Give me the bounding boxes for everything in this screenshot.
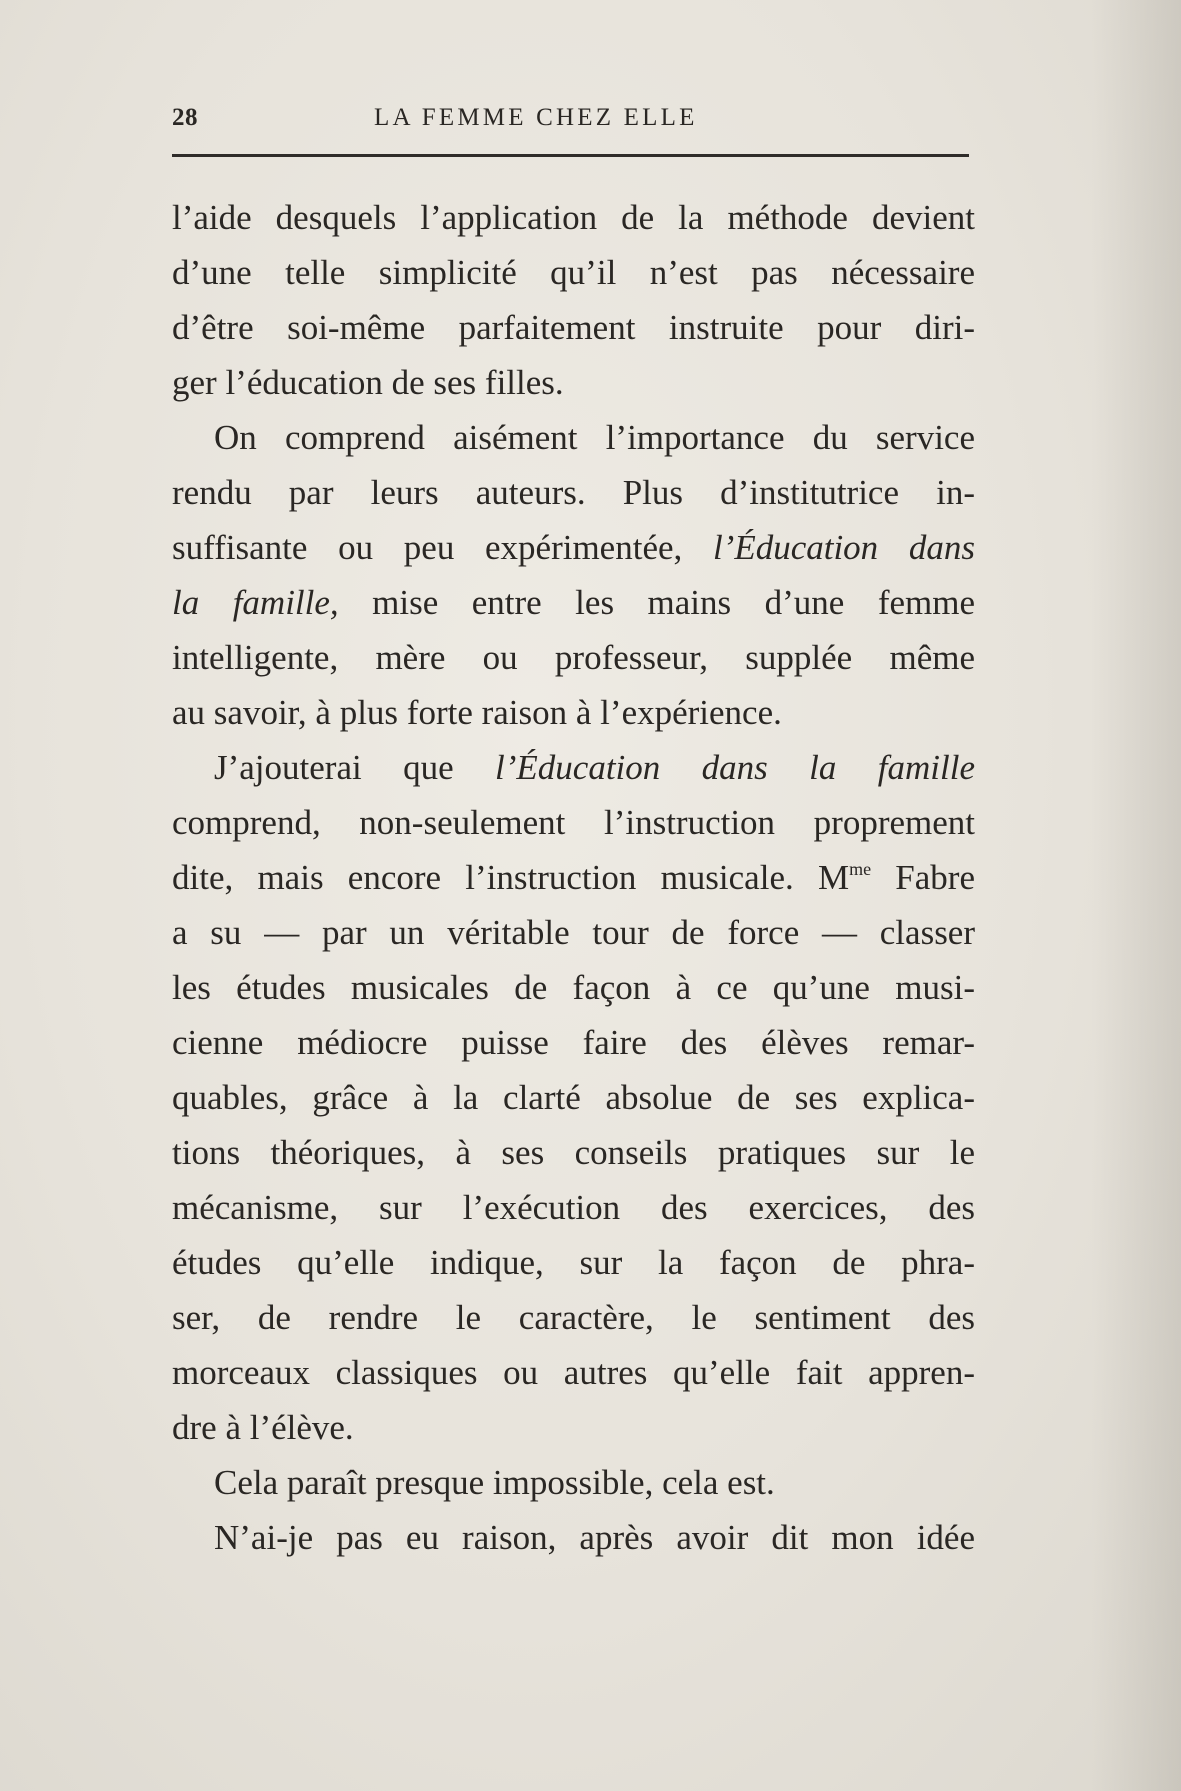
text-line: études qu’elle indique, sur la façon de phra- [172, 1243, 975, 1282]
paragraph-4 [172, 1455, 975, 1510]
running-title: LA FEMME CHEZ ELLE [374, 104, 698, 131]
text-line [172, 740, 975, 795]
text-line: quables, grâce à la clarté absolue de ses explica- [172, 1078, 975, 1117]
header-rule [172, 154, 969, 157]
paragraph-3 [172, 740, 975, 1455]
text-line: comprend, non-seulement l’instruction proprement [172, 803, 975, 842]
text-segment: mise entre les mains d’une femme [338, 583, 975, 622]
text-line: intelligente, mère ou professeur, supplée même [172, 638, 975, 677]
text-line: ser, de rendre le caractère, le sentiment des [172, 1298, 975, 1337]
text-line: ger l’éducation de ses filles. [172, 363, 564, 402]
text-segment: dite, mais encore l’instruction musicale. M [172, 858, 850, 897]
text-line: morceaux classiques ou autres qu’elle fait appren- [172, 1353, 975, 1392]
text-line: d’être soi-même parfaitement instruite pour diri- [172, 308, 975, 347]
text-line: cienne médiocre puisse faire des élèves remar- [172, 1023, 975, 1062]
text-line: Cela paraît presque impossible, cela est. [214, 1463, 775, 1502]
book-title-italic: l’Éducation dans [712, 528, 975, 567]
text-line: rendu par leurs auteurs. Plus d’institutrice in- [172, 473, 975, 512]
text-line [172, 850, 975, 905]
text-line: tions théoriques, à ses conseils pratiques sur le [172, 1133, 975, 1172]
page-number: 28 [172, 104, 198, 131]
text-line: On comprend aisément l’importance du service [214, 418, 975, 457]
text-line [172, 575, 975, 630]
text-line: N’ai-je pas eu raison, après avoir dit mon idée [214, 1518, 975, 1557]
paragraph-2 [172, 410, 975, 740]
book-title-italic: la famille, [172, 583, 339, 622]
text-segment: J’ajouterai que [214, 748, 496, 787]
text-line: au savoir, à plus forte raison à l’expérience. [172, 693, 782, 732]
text-line: mécanisme, sur l’exécution des exercices, des [172, 1188, 975, 1227]
text-line: a su — par un véritable tour de force — classer [172, 913, 975, 952]
text-line: d’une telle simplicité qu’il n’est pas nécessaire [172, 253, 975, 292]
body-text [172, 190, 975, 1565]
text-line [172, 520, 975, 575]
paragraph-1 [172, 190, 975, 410]
paragraph-5 [172, 1510, 975, 1565]
book-title-italic: l’Éducation dans la famille [495, 748, 975, 787]
text-segment: Fabre [871, 858, 975, 897]
running-head [172, 100, 972, 140]
text-line: dre à l’élève. [172, 1408, 354, 1447]
text-line: l’aide desquels l’application de la méthode devient [172, 198, 975, 237]
superscript-abbrev: me [849, 859, 872, 879]
text-line: les études musicales de façon à ce qu’une musi- [172, 968, 975, 1007]
text-segment: suffisante ou peu expérimentée, [172, 528, 713, 567]
